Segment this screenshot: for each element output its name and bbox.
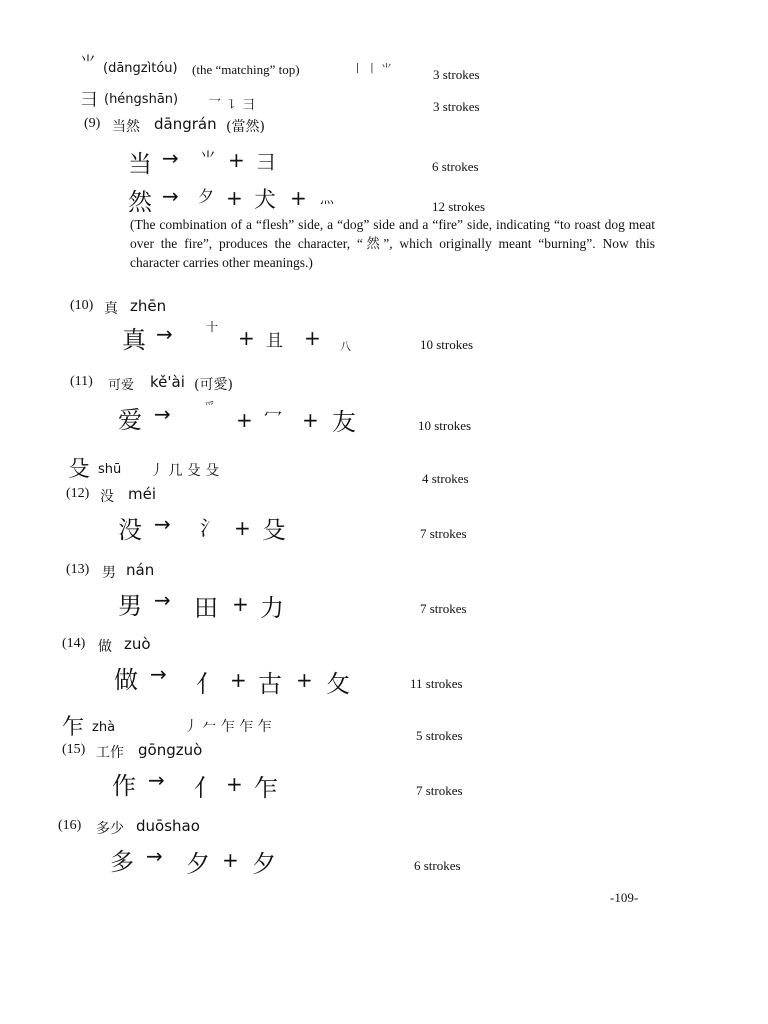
plus-mei-1: + — [234, 516, 251, 540]
char-dang: 当 — [128, 150, 152, 178]
part-dang-2: 彐 — [256, 150, 276, 174]
stroke-count-hengshan: 3 strokes — [433, 99, 480, 114]
part-zhen-2: 且 — [266, 331, 283, 351]
stroke-count-zuo: 11 strokes — [410, 676, 463, 691]
word-gongzuo: 工作 — [96, 745, 124, 761]
item-number-13: (13) — [66, 562, 90, 577]
word-zuo: 做 — [98, 639, 112, 655]
char-duo: 多 — [110, 848, 134, 876]
part-zuo-2: 古 — [258, 670, 282, 698]
radical-hengshan: 彐 — [80, 90, 98, 111]
item-number-14: (14) — [62, 636, 86, 651]
item-number-16: (16) — [58, 818, 82, 833]
stroke-count-shu: 4 strokes — [422, 471, 469, 486]
part-zhen-1: 十 — [206, 320, 219, 334]
plus-dang-1: + — [228, 148, 245, 172]
stroke-order-zha: 丿 𠂉 乍 乍 乍 — [184, 719, 272, 735]
part-ai-1: 爫 — [204, 400, 215, 413]
arrow-zhen: → — [156, 322, 173, 346]
stroke-count-ran: 12 strokes — [432, 199, 486, 214]
traditional-dangran: (當然) — [226, 119, 265, 135]
stroke-count-mei: 7 strokes — [420, 526, 467, 541]
char-ai: 爱 — [118, 406, 142, 434]
plus-zhen-2: + — [304, 326, 321, 350]
part-nan-1: 田 — [194, 594, 218, 622]
char-ran: 然 — [128, 188, 152, 216]
stroke-order-hengshan: 乛 ㇊ 彐 — [208, 98, 256, 113]
arrow-ran: → — [162, 184, 179, 208]
arrow-mei: → — [154, 512, 171, 536]
part-mei-2: 殳 — [262, 516, 286, 544]
word-duoshao: 多少 — [96, 821, 124, 837]
stroke-count-zuo2: 7 strokes — [416, 783, 463, 798]
part-zuo-3: 攵 — [326, 670, 350, 698]
plus-ai-1: + — [236, 408, 253, 432]
part-ran-3: 灬 — [320, 191, 334, 207]
item-number-11: (11) — [70, 374, 93, 389]
char-nan: 男 — [118, 592, 142, 620]
pinyin-zuo: zuò — [124, 635, 151, 653]
stroke-count-nan: 7 strokes — [420, 601, 467, 616]
pinyin-shu: shū — [98, 462, 122, 477]
pinyin-duoshao: duōshao — [136, 817, 200, 835]
part-dang-1: ⺌ — [200, 149, 217, 168]
pinyin-gongzuo: gōngzuò — [138, 741, 203, 759]
gloss-dangzitou: (the “matching” top) — [192, 62, 300, 77]
arrow-ai: → — [154, 402, 171, 426]
pinyin-hengshan: (héngshān) — [104, 92, 179, 107]
plus-duo-1: + — [222, 848, 239, 872]
part-ran-2: 犬 — [254, 188, 277, 213]
part-mei-1: 氵 — [200, 516, 220, 540]
part-ai-3: 友 — [332, 408, 356, 436]
arrow-dang: → — [162, 146, 179, 170]
stroke-count-zha: 5 strokes — [416, 728, 463, 743]
plus-zuo-2: + — [296, 668, 313, 692]
explanatory-note-ran: (The combination of a “flesh” side, a “dog” side and a “fire” side, indicating “to roast dog meat over the fire”, produces the character, “然”, which originally meant “burning”. Now this character carries other meanings.) — [130, 217, 655, 270]
stroke-count-dang: 6 strokes — [432, 159, 479, 174]
plus-ai-2: + — [302, 408, 319, 432]
item-number-10: (10) — [70, 298, 94, 313]
pinyin-zhen: zhēn — [130, 297, 167, 315]
word-mei: 没 — [100, 489, 114, 505]
pinyin-zha: zhà — [92, 720, 116, 735]
word-zhen: 真 — [104, 301, 118, 317]
page-number: -109- — [610, 890, 639, 905]
char-mei: 没 — [118, 516, 142, 544]
plus-zuo2-1: + — [226, 772, 243, 796]
pinyin-mei: méi — [128, 485, 157, 503]
part-zuo2-1: 亻 — [194, 774, 218, 802]
arrow-nan: → — [154, 588, 171, 612]
radical-shu: 殳 — [68, 457, 91, 482]
pinyin-dangran: dāngrán — [154, 115, 217, 133]
part-zuo-1: 亻 — [196, 670, 220, 698]
word-dangran: 当然 — [112, 119, 140, 135]
radical-zha: 乍 — [62, 715, 85, 740]
pinyin-keai: kě'ài — [150, 373, 185, 391]
pinyin-dangzitou: (dāngzìtóu) — [103, 61, 178, 76]
stroke-count-duo: 6 strokes — [414, 858, 461, 873]
stroke-count-ai: 10 strokes — [418, 418, 472, 433]
word-nan: 男 — [102, 565, 116, 581]
item-number-15: (15) — [62, 742, 86, 757]
plus-zhen-1: + — [238, 326, 255, 350]
part-nan-2: 力 — [260, 594, 284, 622]
arrow-zuo2: → — [148, 768, 165, 792]
stroke-count-dangzitou: 3 strokes — [433, 67, 480, 82]
radical-dangzitou: ⺌ — [80, 53, 97, 72]
part-ai-2: 冖 — [264, 406, 282, 427]
part-zuo2-2: 乍 — [254, 774, 278, 802]
item-number-9: (9) — [84, 116, 101, 131]
word-keai: 可爱 — [108, 378, 135, 393]
item-number-12: (12) — [66, 486, 90, 501]
plus-zuo-1: + — [230, 668, 247, 692]
part-duo-1: 夕 — [186, 850, 210, 878]
stroke-count-zhen: 10 strokes — [420, 337, 474, 352]
char-zuo2: 作 — [112, 772, 136, 800]
char-zuo: 做 — [114, 666, 138, 694]
part-ran-1: 夕 — [198, 187, 215, 206]
plus-nan-1: + — [232, 592, 249, 616]
part-duo-2: 夕 — [252, 850, 276, 878]
stroke-order-shu: 丿 几 殳 殳 — [150, 463, 220, 479]
traditional-keai: (可愛) — [194, 377, 233, 393]
stroke-order-dangzitou: 丨 丨 ⺌ — [352, 62, 392, 75]
arrow-zuo: → — [150, 662, 167, 686]
part-zhen-3: 八 — [340, 340, 351, 353]
plus-ran-2: + — [290, 186, 307, 210]
plus-ran-1: + — [226, 186, 243, 210]
arrow-duo: → — [146, 844, 163, 868]
pinyin-nan: nán — [126, 561, 155, 579]
char-zhen: 真 — [122, 326, 146, 354]
